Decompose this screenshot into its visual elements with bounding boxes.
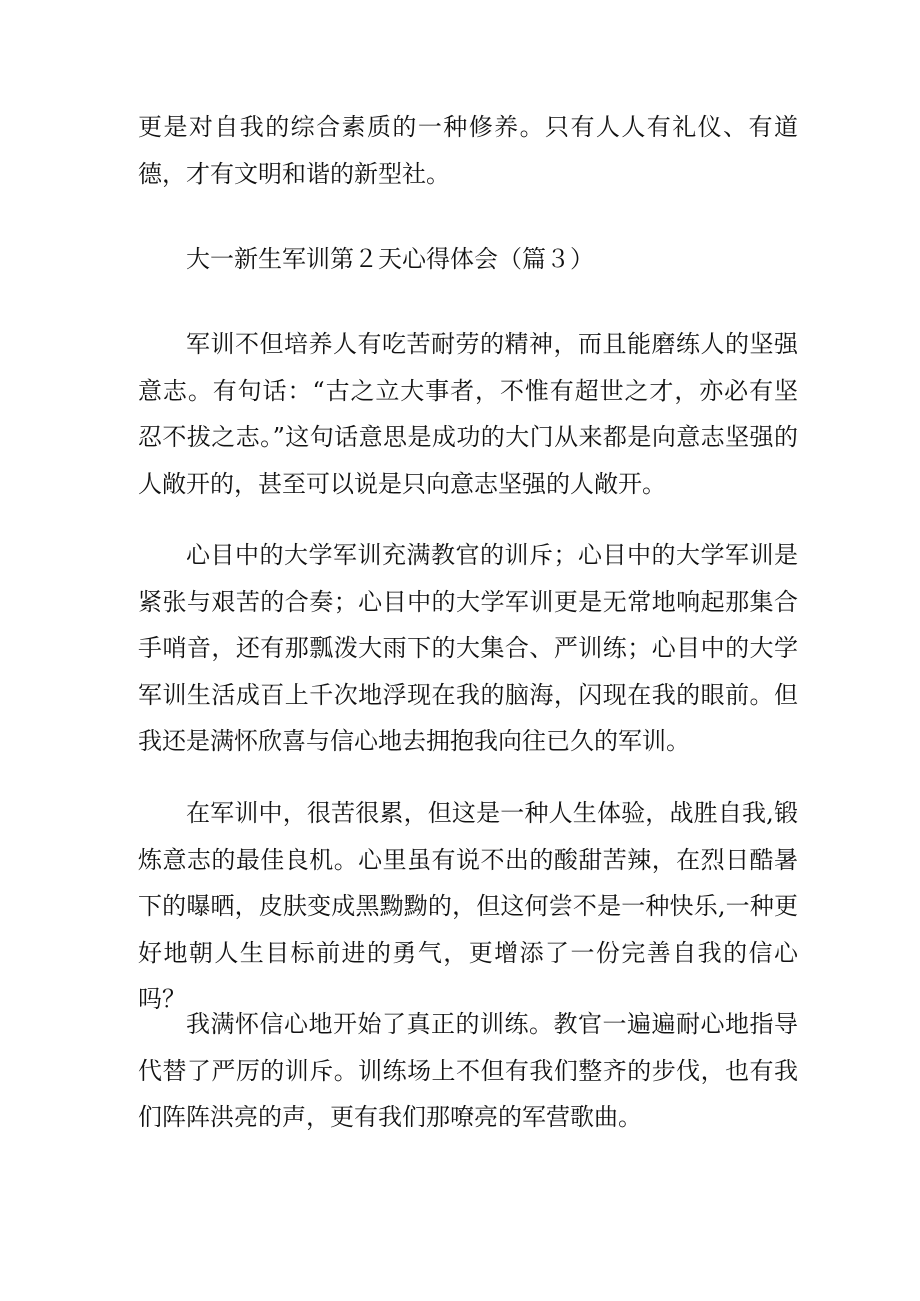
body-paragraph-1: 军训不但培养人有吃苦耐劳的精神，而且能磨练人的坚强意志。有句话：“古之立大事者，不惟有超世之才，亦必有坚忍不拔之志。”这句话意思是成功的大门从来都是向意志坚强的人敞开的，甚至可以说是只向意志坚强的人敞开。 (138, 330, 798, 498)
section-heading: 大一新生军训第２天心得体会（篇３） (186, 245, 594, 273)
body-paragraph-2: 心目中的大学军训充满教官的训斥；心目中的大学军训是紧张与艰苦的合奏；心目中的大学军训更是无常地响起那集合手哨音，还有那瓢泼大雨下的大集合、严训练；心目中的大学军训生活成百上千次地浮现在我的脑海，闪现在我的眼前。但我还是满怀欣喜与信心地去拥抱我向往已久的军训。 (138, 541, 798, 755)
continuation-paragraph: 更是对自我的综合素质的一种修养。只有人人有礼仪、有道德，才有文明和谐的新型社。 (138, 113, 798, 188)
body-paragraph-3: 在军训中，很苦很累，但这是一种人生体验，战胜自我,锻炼意志的最佳良机。心里虽有说不出的酸甜苦辣，在烈日酷暑下的曝晒，皮肤变成黑黝黝的，但这何尝不是一种快乐,一种更好地朝人生目标前进的勇气，更增添了一份完善自我的信心吗？ (138, 799, 798, 1013)
body-paragraph-4: 我满怀信心地开始了真正的训练。教官一遍遍耐心地指导代替了严厉的训斥。训练场上不但有我们整齐的步伐，也有我们阵阵洪亮的声，更有我们那嘹亮的军营歌曲。 (138, 1010, 798, 1131)
